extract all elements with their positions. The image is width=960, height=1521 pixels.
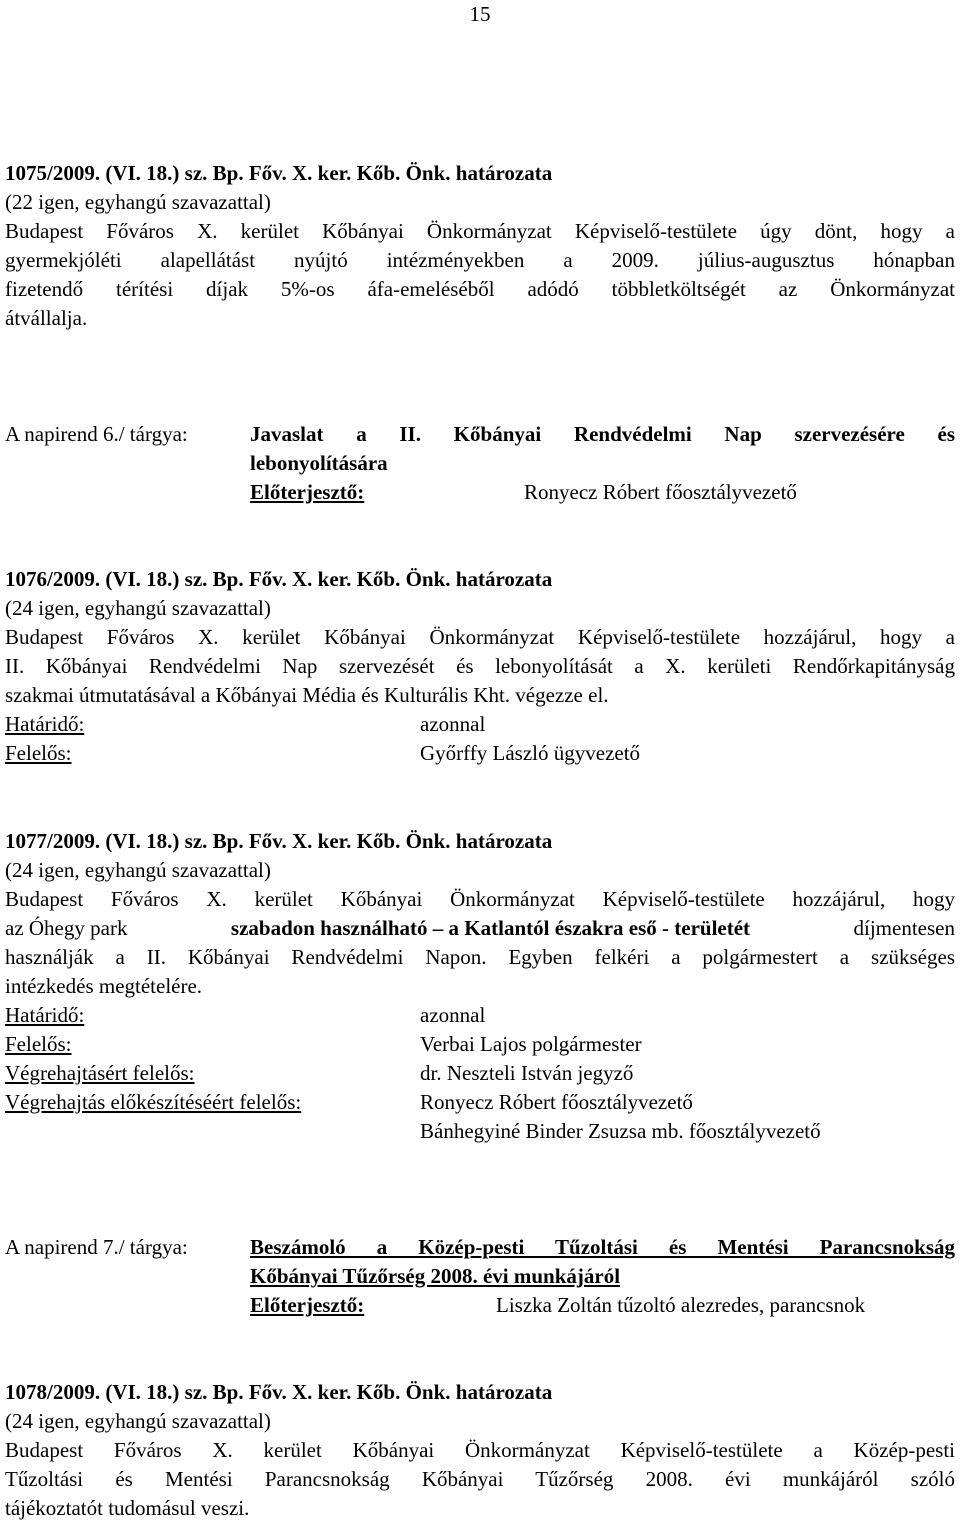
- resolution-1077-text-part: díjmentesen: [853, 916, 955, 940]
- resolution-1077-vote: (24 igen, egyhangú szavazattal): [5, 858, 271, 882]
- resolution-1077-exec-label: Végrehajtásért felelős:: [5, 1061, 195, 1085]
- resolution-1077-text-part: az Óhegy park: [5, 916, 128, 940]
- resolution-1077-responsible: Verbai Lajos polgármester: [420, 1032, 642, 1056]
- resolution-1077-prep: Ronyecz Róbert főosztályvezető: [420, 1090, 693, 1114]
- agenda-7-presenter: Liszka Zoltán tűzoltó alezredes, parancsnok: [496, 1293, 866, 1317]
- resolution-1077-prep-label: Végrehajtás előkészítéséért felelős:: [5, 1090, 302, 1114]
- resolution-1075-text-line: fizetendő térítési díjak 5%-os áfa-emeléséből adódó többletköltségét az Önkormányzat: [5, 277, 955, 301]
- resolution-1076-deadline-label: Határidő:: [5, 712, 85, 736]
- agenda-7-label: A napirend 7./ tárgya:: [5, 1235, 188, 1259]
- agenda-6-label: A napirend 6./ tárgya:: [5, 422, 188, 446]
- resolution-1075-text-line: gyermekjóléti alapellátást nyújtó intézményekben a 2009. július-augusztus hónapban: [5, 248, 955, 272]
- agenda-6-presenter: Ronyecz Róbert főosztályvezető: [524, 480, 797, 504]
- resolution-1078-text-line: Budapest Főváros X. kerület Kőbányai Önkormányzat Képviselő-testülete a Közép-pesti: [5, 1438, 955, 1462]
- resolution-1077-text-line: [5, 915, 955, 941]
- agenda-6-title: Javaslat a II. Kőbányai Rendvédelmi Nap szervezésére és: [250, 422, 955, 446]
- resolution-1078-text-line: tájékoztatót tudomásul veszi.: [5, 1496, 250, 1520]
- resolution-1077-deadline: azonnal: [420, 1003, 486, 1027]
- resolution-1077-text-line: Budapest Főváros X. kerület Kőbányai Önkormányzat Képviselő-testülete hozzájárul, hogy: [5, 887, 955, 911]
- resolution-1077-text-bold: szabadon használható – a Katlantól északra eső - területét: [230, 916, 751, 940]
- resolution-1076-text-line: Budapest Főváros X. kerület Kőbányai Önkormányzat Képviselő-testülete hozzájárul, hogy a: [5, 625, 955, 649]
- agenda-7-presenter-label: Előterjesztő:: [250, 1293, 365, 1317]
- resolution-1075-text-line: Budapest Főváros X. kerület Kőbányai Önkormányzat Képviselő-testülete úgy dönt, hogy a: [5, 219, 955, 243]
- resolution-1076-responsible-label: Felelős:: [5, 741, 72, 765]
- resolution-1075-heading: 1075/2009. (VI. 18.) sz. Bp. Főv. X. ker. Kőb. Önk. határozata: [5, 161, 553, 185]
- resolution-1078-heading: 1078/2009. (VI. 18.) sz. Bp. Főv. X. ker. Kőb. Önk. határozata: [5, 1380, 553, 1404]
- resolution-1076-text-line: szakmai útmutatásával a Kőbányai Média és Kulturális Kht. végezze el.: [5, 683, 609, 707]
- resolution-1078-vote: (24 igen, egyhangú szavazattal): [5, 1409, 271, 1433]
- resolution-1076-responsible: Győrffy László ügyvezető: [420, 741, 641, 765]
- resolution-1077-heading: 1077/2009. (VI. 18.) sz. Bp. Főv. X. ker. Kőb. Önk. határozata: [5, 829, 553, 853]
- resolution-1077-responsible-label: Felelős:: [5, 1032, 72, 1056]
- agenda-6-title-cont: lebonyolítására: [250, 451, 388, 475]
- resolution-1076-heading: 1076/2009. (VI. 18.) sz. Bp. Főv. X. ker. Kőb. Önk. határozata: [5, 567, 553, 591]
- agenda-7-title-cont: Kőbányai Tűzőrség 2008. évi munkájáról: [250, 1264, 621, 1288]
- resolution-1077-exec: dr. Neszteli István jegyző: [420, 1061, 634, 1085]
- page-number: 15: [469, 2, 491, 26]
- resolution-1077-text-line: használják a II. Kőbányai Rendvédelmi Napon. Egyben felkéri a polgármestert a szükséges: [5, 945, 955, 969]
- resolution-1076-vote: (24 igen, egyhangú szavazattal): [5, 596, 271, 620]
- agenda-6-presenter-label: Előterjesztő:: [250, 480, 365, 504]
- resolution-1077-deadline-label: Határidő:: [5, 1003, 85, 1027]
- resolution-1077-text-line: intézkedés megtételére.: [5, 974, 203, 998]
- resolution-1077-prep: Bánhegyiné Binder Zsuzsa mb. főosztályvezető: [420, 1119, 821, 1143]
- resolution-1076-deadline: azonnal: [420, 712, 486, 736]
- resolution-1078-text-line: Tűzoltási és Mentési Parancsnokság Kőbányai Tűzőrség 2008. évi munkájáról szóló: [5, 1467, 955, 1491]
- resolution-1075-text-line: átvállalja.: [5, 306, 88, 330]
- resolution-1076-text-line: II. Kőbányai Rendvédelmi Nap szervezését és lebonyolítását a X. kerületi Rendőrkapitányság: [5, 654, 955, 678]
- agenda-7-title: Beszámoló a Közép-pesti Tűzoltási és Mentési Parancsnokság: [250, 1235, 955, 1259]
- resolution-1075-vote: (22 igen, egyhangú szavazattal): [5, 190, 271, 214]
